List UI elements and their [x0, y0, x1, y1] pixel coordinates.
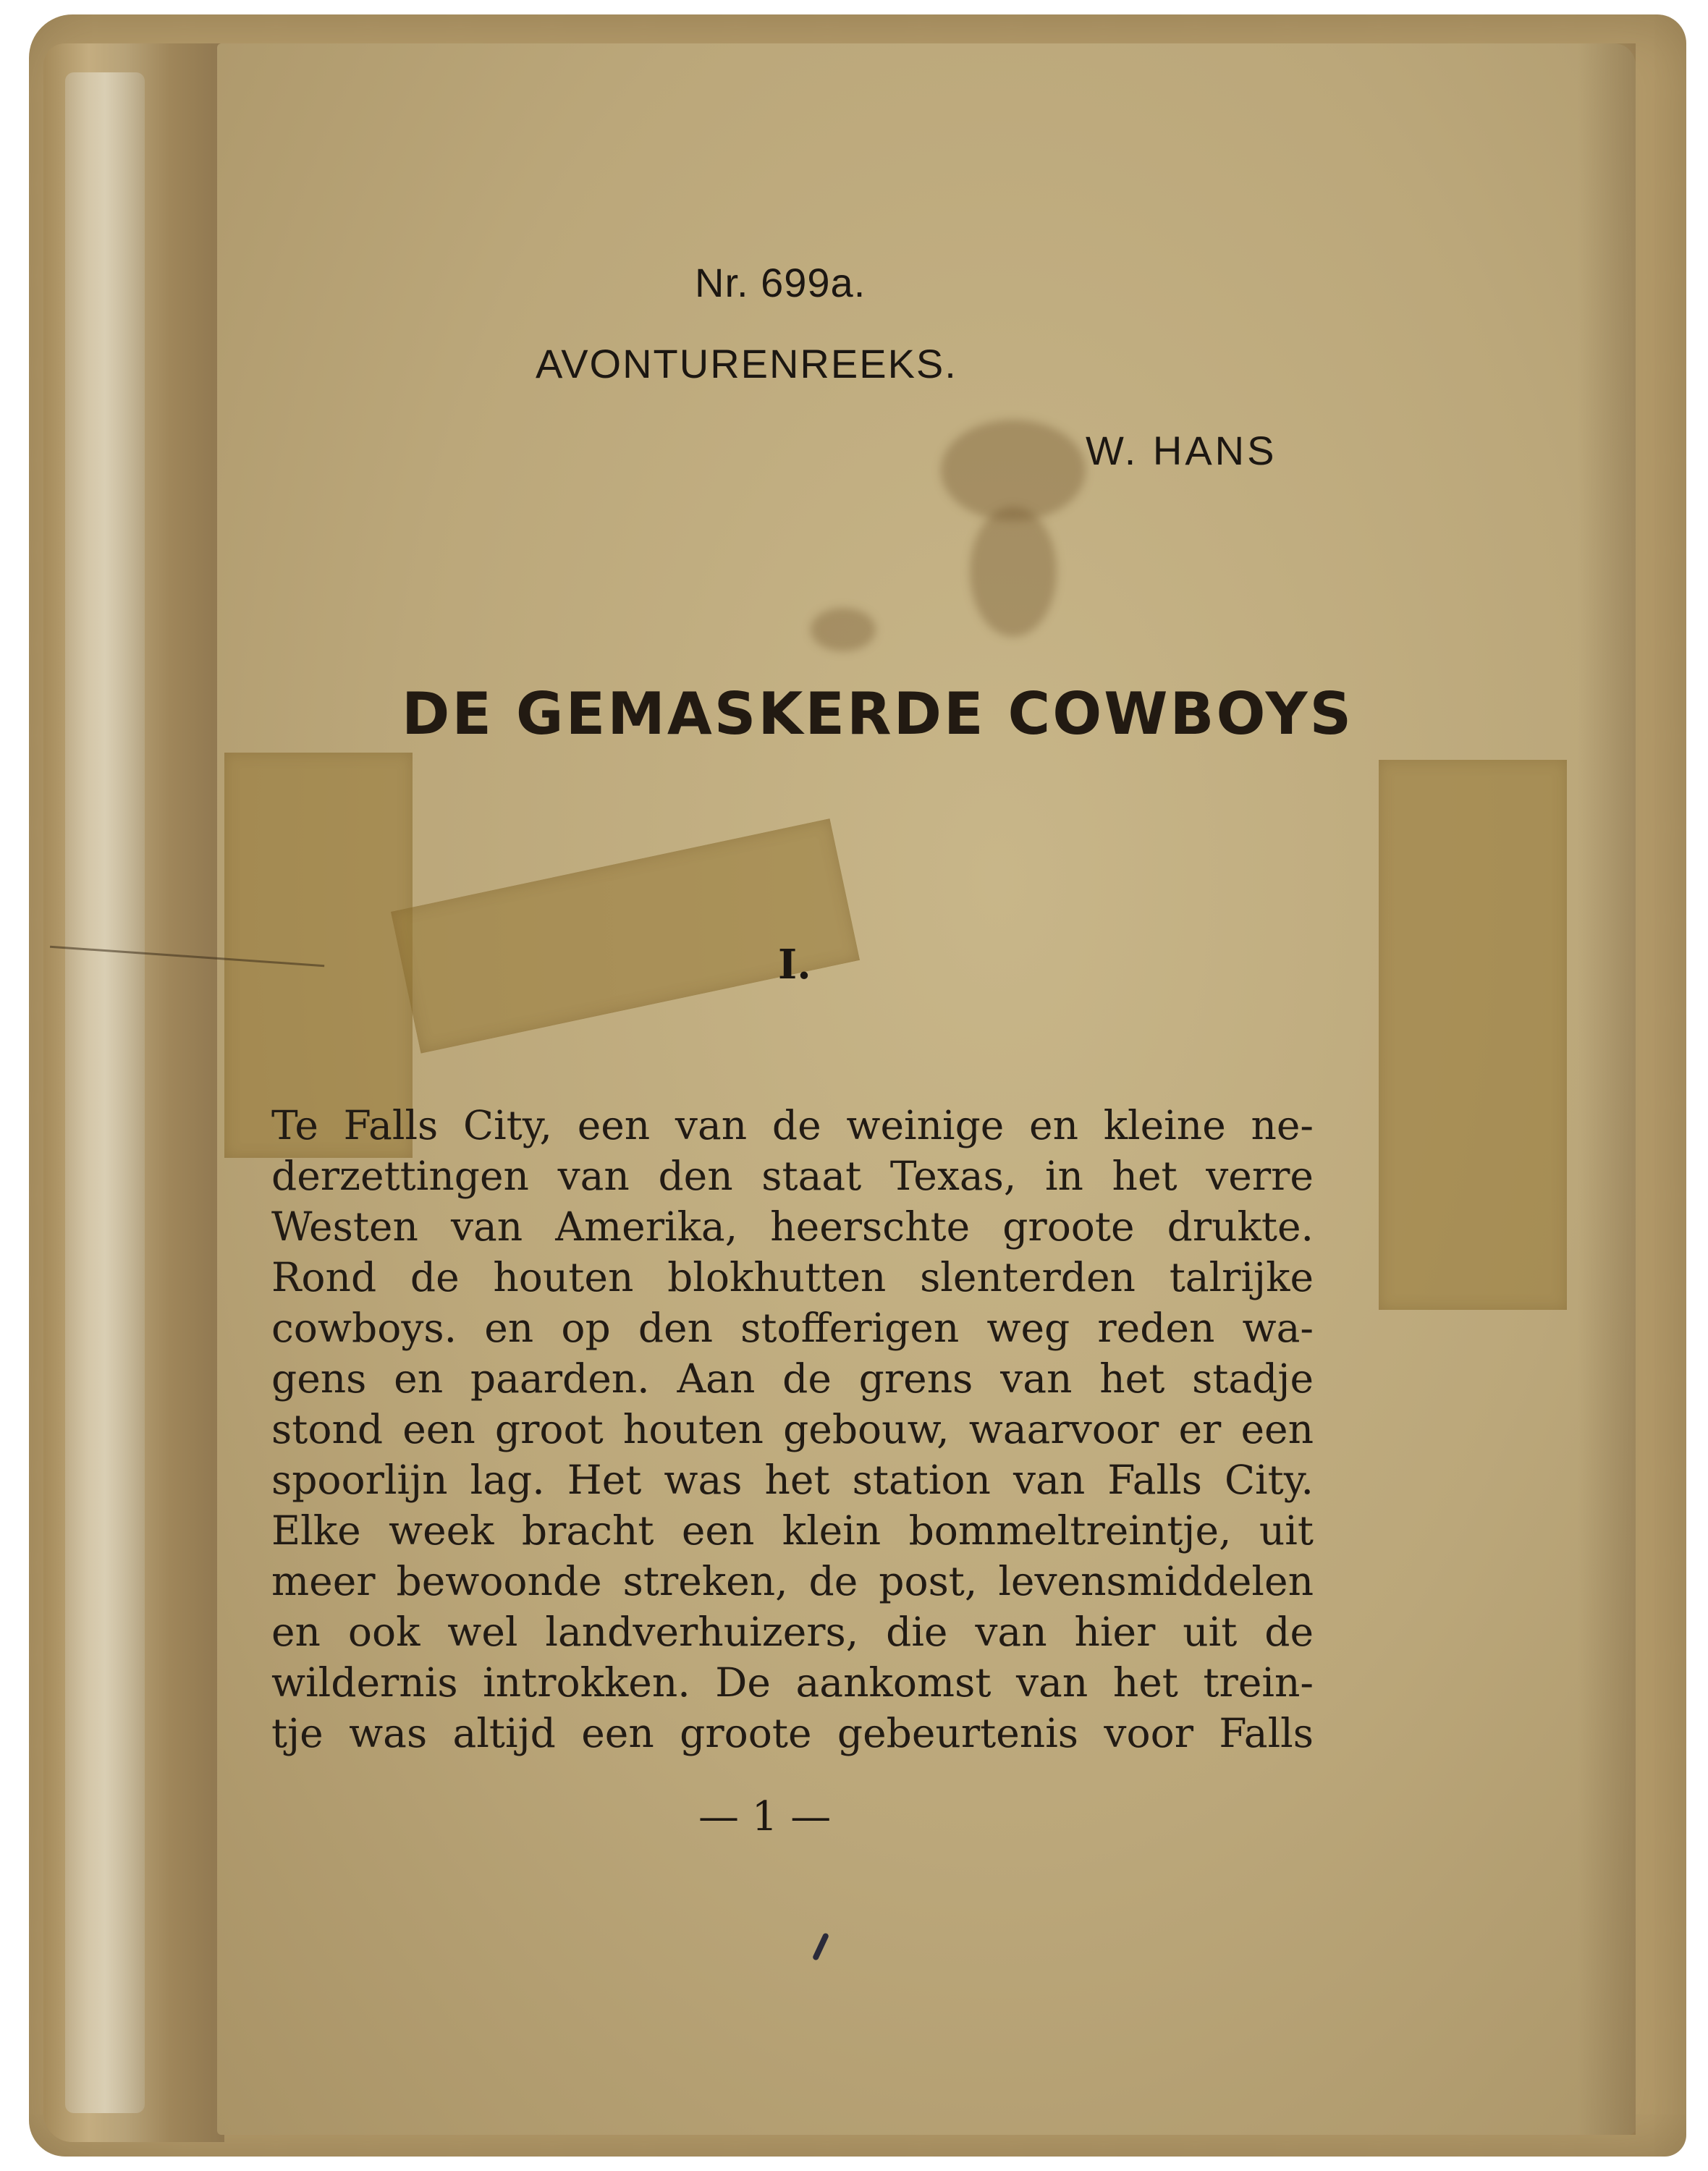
body-line: spoorlijn lag. Het was het station van Falls City. [271, 1457, 1314, 1503]
body-line: Elke week bracht een klein bommeltreintje, uit [271, 1507, 1314, 1554]
book-title: DE GEMASKERDE COWBOYS [402, 680, 1354, 748]
page-number: — 1 — [698, 1793, 832, 1840]
stain [811, 608, 876, 651]
body-line: wildernis introkken. De aankomst van het trein- [271, 1659, 1314, 1706]
body-line: derzettingen van den staat Texas, in het verre [271, 1153, 1314, 1199]
page-edge-shadow [1578, 43, 1636, 2135]
body-line: Rond de houten blokhutten slenterden talrijke [271, 1254, 1314, 1300]
tape-strip-right [1379, 760, 1567, 1310]
body-line: meer bewoonde streken, de post, levensmiddelen [271, 1558, 1314, 1604]
body-line: Westen van Amerika, heerschte groote drukte. [271, 1203, 1314, 1250]
series-number: Nr. 699a. [695, 260, 866, 305]
spine-tape [65, 72, 145, 2113]
body-line: cowboys. en op den stofferigen weg reden wa- [271, 1305, 1314, 1351]
body-line: tje was altijd een groote gebeurtenis voor Falls [271, 1710, 1314, 1756]
body-line: Te Falls City, een van de weinige en kleine ne- [271, 1102, 1314, 1148]
stain [941, 420, 1086, 521]
body-line: gens en paarden. Aan de grens van het stadje [271, 1355, 1314, 1402]
body-line: stond een groot houten gebouw, waarvoor er een [271, 1406, 1314, 1452]
stain [970, 507, 1057, 637]
chapter-heading: I. [778, 941, 811, 989]
body-line: en ook wel landverhuizers, die van hier uit de [271, 1609, 1314, 1655]
author-name: W. HANS [1086, 428, 1277, 473]
series-name: AVONTURENREEKS. [536, 341, 957, 386]
